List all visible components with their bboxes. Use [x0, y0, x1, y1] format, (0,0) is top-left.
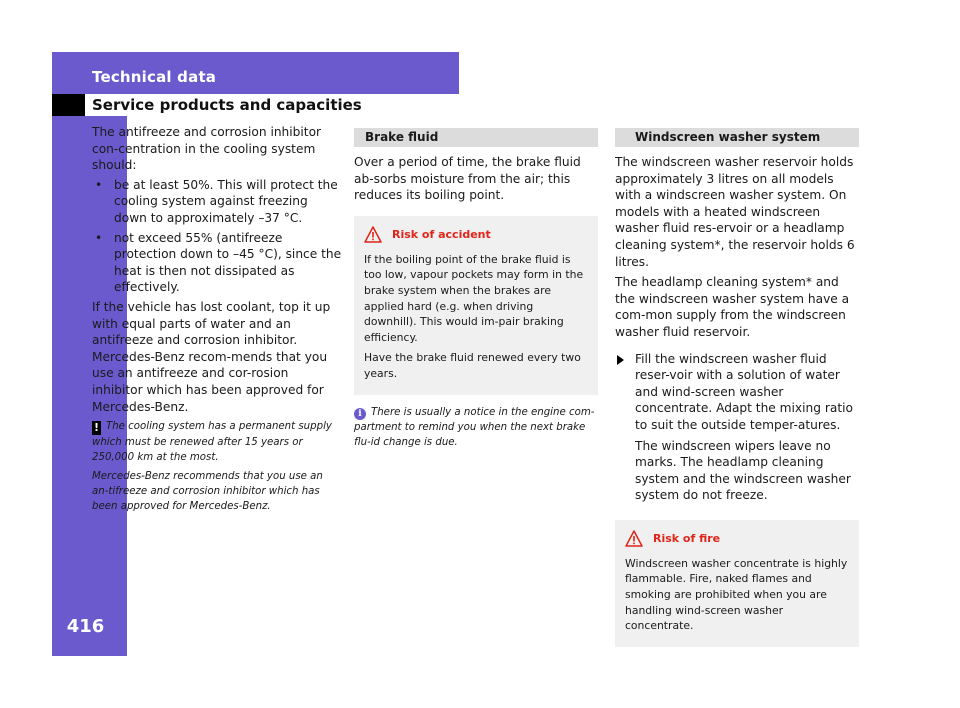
- arrow-right-icon: [617, 355, 624, 365]
- warning-triangle-icon: [364, 226, 382, 244]
- antifreeze-bullet-list: [92, 177, 342, 296]
- warning-header: [625, 530, 849, 548]
- warning-text-1: If the boiling point of the brake fluid is too low, vapour pockets may form in the brake system when the brakes are applied hard (e.g. when driving downhill). This would im-pair braking efficiency.: [364, 252, 584, 344]
- list-item: [92, 230, 342, 296]
- bullet-icon: •: [95, 230, 103, 245]
- washer-paragraph-1: The windscreen washer reservoir holds approximately 3 litres on all models with a windscreen washer system. On models with a heated windscreen washer fluid res-ervoir or a headlamp cleaning system*, the reservoir holds 6 litres.: [615, 155, 855, 269]
- coolant-paragraph: If the vehicle has lost coolant, top it up with equal parts of water and an antifreeze and corrosion inhibitor. Mercedes-Benz recom-mends that you use an antifreeze and cor-rosion inhibitor which has been approved for Mercedes-Benz.: [92, 299, 331, 414]
- bullet-icon: •: [95, 177, 103, 192]
- brake-fluid-paragraph: Over a period of time, the brake fluid ab-sorbs moisture from the air; this reduces its boiling point.: [354, 155, 581, 203]
- brake-fluid-heading: Brake fluid: [354, 128, 598, 147]
- washer-step-note: The windscreen wipers leave no marks. The headlamp cleaning system and the windscreen washer system do not freeze.: [635, 438, 851, 503]
- caution-note-text-2: Mercedes-Benz recommends that you use an an-tifreeze and corrosion inhibitor which has been approved for Mercedes-Benz.: [92, 471, 323, 513]
- info-icon: i: [354, 408, 366, 420]
- list-item: [92, 177, 342, 227]
- caution-note-text-1: [92, 419, 342, 465]
- warning-text-2: Have the brake fluid renewed every two years.: [364, 351, 581, 380]
- column-washer-system: [615, 128, 859, 647]
- column-antifreeze: [92, 124, 342, 518]
- warning-header: [364, 226, 588, 244]
- info-note-text: [354, 405, 598, 450]
- chapter-header-bar: [52, 52, 459, 94]
- section-marker: [52, 94, 85, 116]
- warning-triangle-icon: [625, 530, 643, 548]
- exclamation-icon: !: [93, 421, 100, 435]
- fire-warning-box: [615, 520, 859, 647]
- accident-warning-box: [354, 216, 598, 395]
- chapter-title: Technical data: [92, 68, 217, 86]
- bullet-text: be at least 50%. This will protect the cooling system against freezing down to approximately –37 °C.: [114, 177, 338, 225]
- page-number: 416: [66, 616, 105, 637]
- list-item: [615, 351, 859, 434]
- caution-note: [92, 419, 342, 514]
- warning-title: Risk of accident: [392, 227, 491, 241]
- step-text: Fill the windscreen washer fluid reser-voir with a solution of water and wind-screen washer concentrate. Adapt the mixing ratio to suit the outside temper-atures.: [635, 351, 853, 432]
- info-note: [354, 405, 598, 450]
- info-text: There is usually a notice in the engine com-partment to remind you when the next brake flu-id change is due.: [354, 406, 595, 448]
- washer-steps: [615, 351, 859, 434]
- antifreeze-intro: The antifreeze and corrosion inhibitor con-centration in the cooling system should:: [92, 125, 322, 173]
- column-brake-fluid: [354, 128, 598, 454]
- warning-title: Risk of fire: [653, 532, 721, 546]
- note-text: The cooling system has a permanent supply which must be renewed after 15 years or 250,000 km at the most.: [92, 421, 332, 464]
- washer-system-heading: Windscreen washer system: [615, 128, 859, 147]
- section-title: Service products and capacities: [92, 96, 362, 114]
- washer-paragraph-2: The headlamp cleaning system* and the windscreen washer system have a com-mon supply from the windscreen washer fluid reservoir.: [615, 275, 850, 339]
- bullet-text: not exceed 55% (antifreeze protection down to –45 °C), since the heat is then not dissipated as effectively.: [114, 230, 342, 295]
- warning-text-1: Windscreen washer concentrate is highly flammable. Fire, naked flames and smoking are prohibited when you are handling wind-screen washer concentrate.: [625, 556, 848, 633]
